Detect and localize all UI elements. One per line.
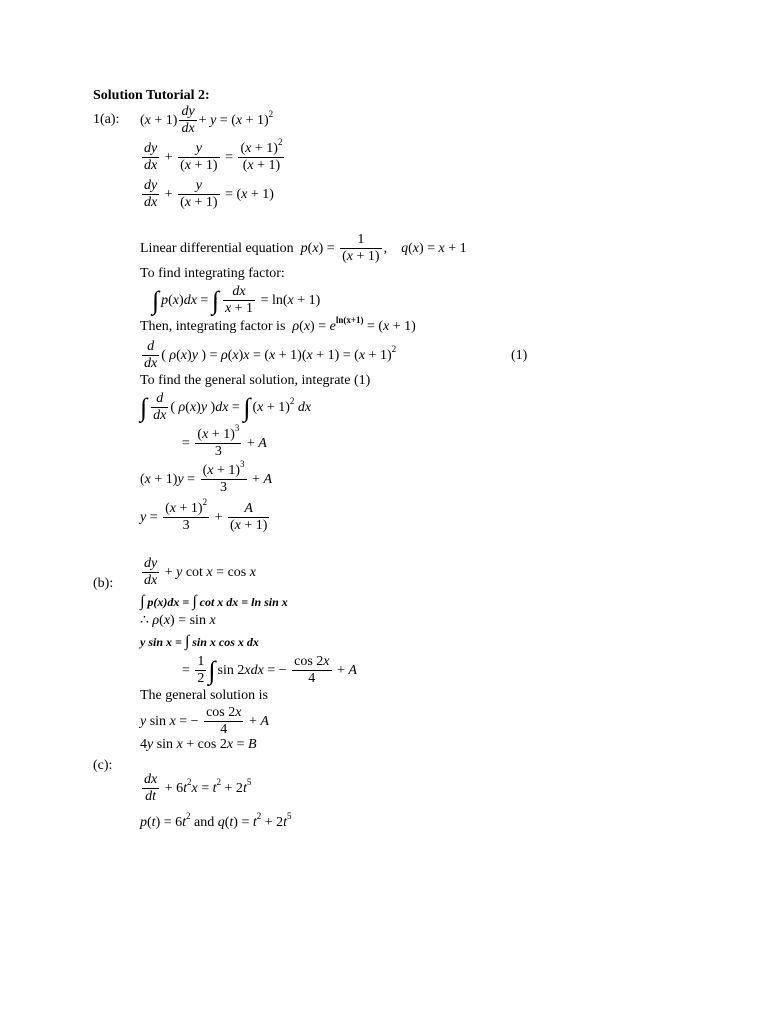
label-part-a: 1(a): xyxy=(93,112,120,127)
equation-a3: $\frac{dy}{dx}$ + $\frac{y}{(x + 1)}$ = (x + 1) xyxy=(144,178,274,211)
equation-a2: $\frac{dy}{dx}$ + $\frac{y}{(x + 1)}$ = $\frac{(x + 1)^2}{(x + 1)}$ xyxy=(144,137,283,174)
then-if-text: Then, integrating factor is xyxy=(140,319,286,334)
equation-a1: (x + 1) $\frac{dy}{dx}$ + $y = (x + 1)^2$ xyxy=(140,104,274,137)
label-part-c: (c): xyxy=(93,758,113,773)
equation-b2: ∫ p(x)dx = ∫ cot x dx = ln sin x xyxy=(140,593,288,610)
equation-b5: = $\frac{1}{2}$ ∫ sin 2xdx = − $\frac{\cos 2x}{4}$ + A xyxy=(182,654,357,687)
linear-text: Linear differential equation xyxy=(140,240,294,256)
equation-b1: $\frac{dy}{dx}$ + y cot x = cos x xyxy=(144,556,256,589)
equation-integral-p: ∫ p(x)dx = ∫ $\frac{dx}{x + 1}$ = ln(x + 1) xyxy=(152,284,321,317)
general-text: To find the general solution, integrate (1) xyxy=(140,373,371,388)
general-b-text: The general solution is xyxy=(140,688,268,703)
linear-line: Linear differential equation p(x) = $\frac{1}{(x + 1)}$ , q(x) = x + 1 xyxy=(140,232,467,265)
equation-b3: ∴ ρ(x) = sin x xyxy=(140,613,216,628)
equation-c2: $p(t) = 6t^2$ and $q(t) = t^2 + 2t^5$ xyxy=(140,811,292,830)
find-if-text: To find integrating factor: xyxy=(140,266,285,281)
equation-b4: y sin x = ∫ sin x cos x dx xyxy=(140,633,259,650)
equation-b6: y sin x = − $\frac{\cos 2x}{4}$ + A xyxy=(140,705,269,738)
and-text: and xyxy=(194,815,215,830)
equation-c1: $\frac{dx}{dt}$ + $6t^2x = t^2 + 2t^5$ xyxy=(144,772,252,805)
label-part-b: (b): xyxy=(93,576,114,591)
equation-number-1: (1) xyxy=(511,348,528,363)
equation-integrate-result: = $\frac{(x + 1)^3}{3}$ + A xyxy=(182,423,267,460)
equation-xy: (x + 1)y = $\frac{(x + 1)^3}{3}$ + A xyxy=(140,459,272,496)
equation-integrate: ∫ $\frac{d}{dx}$ ( ρ(x)y )dx = ∫ $(x + 1)^2$ dx xyxy=(140,391,312,424)
equation-y-solution: y = $\frac{(x + 1)^2}{3}$ + $\frac{A}{(x + 1)}$ xyxy=(140,497,268,534)
page-title: Solution Tutorial 2: xyxy=(93,88,210,103)
equation-derivative: $\frac{d}{dx}$ ( ρ(x)y ) = $\rho(x)x = (x + 1)(x + 1) = (x + 1)^2$ xyxy=(144,339,397,372)
then-if-line: Then, integrating factor is $\rho(x) = e^{ln(x+1)} = (x + 1)$ xyxy=(140,315,416,334)
equation-b7: 4y sin x + cos 2x = B xyxy=(140,737,257,752)
